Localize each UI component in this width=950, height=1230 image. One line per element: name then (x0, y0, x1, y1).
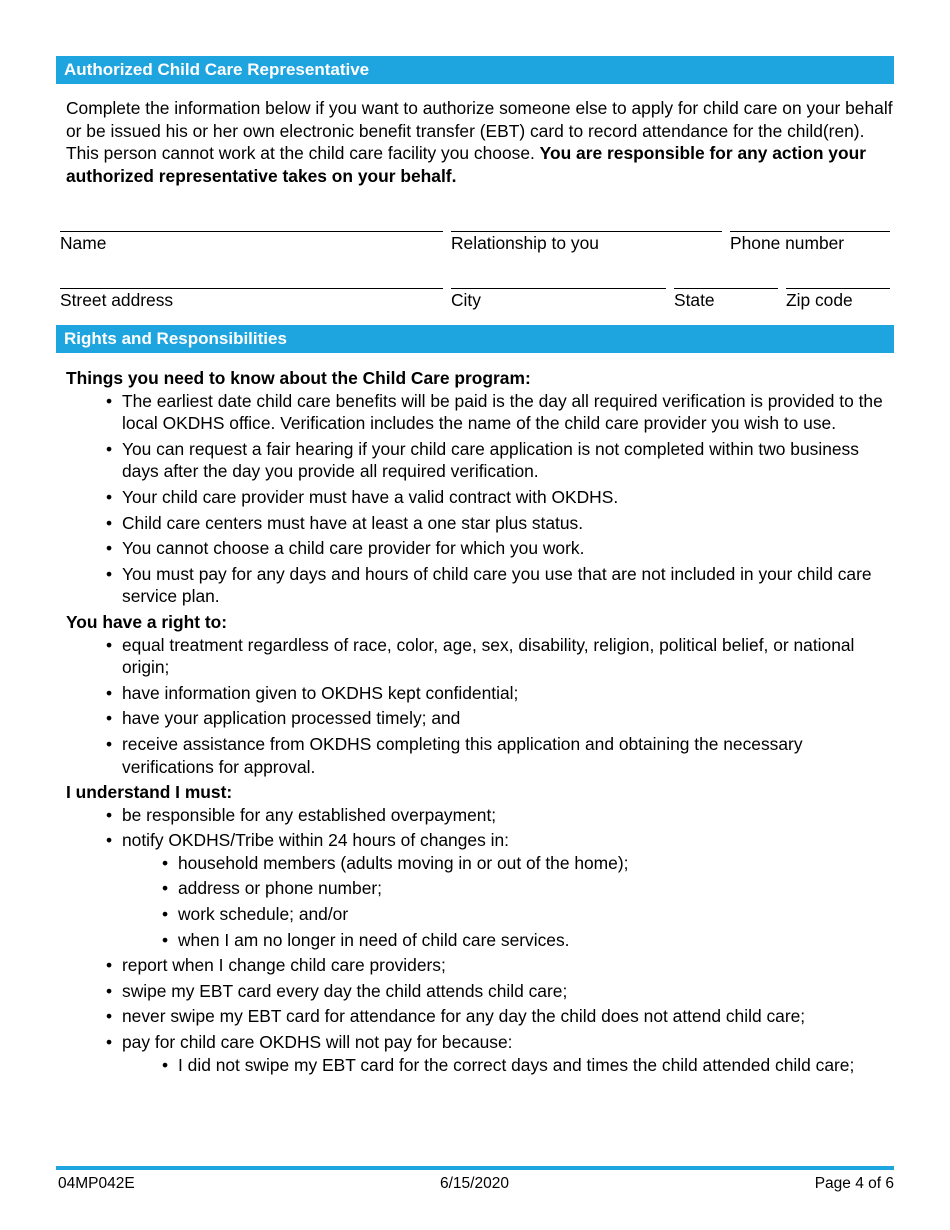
phone-field-label: Phone number (730, 233, 845, 253)
list-item: • equal treatment regardless of race, color, age, sex, disability, religion, political belief, or national origin; (122, 634, 896, 679)
page-number: Page 4 of 6 (814, 1175, 894, 1192)
rights-section (66, 367, 896, 1079)
list-item: • You cannot choose a child care provider for which you work. (122, 537, 896, 560)
right-heading: You have a right to: (66, 611, 228, 632)
must-heading: I understand I must: (66, 782, 233, 803)
list-item: • Your child care provider must have a valid contract with OKDHS. (122, 486, 896, 509)
list-item-text: pay for child care OKDHS will not pay for because: (122, 1032, 513, 1053)
list-item: • address or phone number; (178, 877, 896, 900)
list-item: • work schedule; and/or (178, 903, 896, 926)
list-item-text: notify OKDHS/Tribe within 24 hours of changes in: (122, 830, 509, 851)
list-item: • be responsible for any established overpayment; (122, 804, 896, 827)
list-item-pay (122, 1031, 896, 1076)
name-field-label: Name (60, 233, 107, 253)
list-item: • report when I change child care providers; (122, 954, 896, 977)
list-item: • I did not swipe my EBT card for the correct days and times the child attended child care; (178, 1054, 896, 1077)
footer-date: 6/15/2020 (440, 1175, 509, 1192)
know-heading: Things you need to know about the Child Care program: (66, 368, 531, 388)
intro-bold-text: You are responsible for any action your authorized representative takes on your behalf. (66, 143, 866, 186)
city-field[interactable] (451, 288, 666, 310)
list-item: • have information given to OKDHS kept confidential; (122, 682, 896, 705)
list-item: • have your application processed timely; and (122, 707, 896, 730)
list-item: • You must pay for any days and hours of child care you use that are not included in your child care service plan. (122, 563, 896, 608)
zip-code-label: Zip code (786, 290, 853, 310)
authorized-rep-intro (66, 97, 896, 187)
list-item: • household members (adults moving in or out of the home); (178, 852, 896, 875)
list-item: • receive assistance from OKDHS completing this application and obtaining the necessary verifications for approval. (122, 733, 896, 778)
must-list (66, 804, 896, 1077)
zip-code-field[interactable] (786, 288, 890, 310)
know-list (66, 390, 896, 608)
notify-sublist (122, 852, 896, 951)
footer-rule (56, 1166, 894, 1170)
state-field[interactable] (674, 288, 778, 310)
rights-header: Rights and Responsibilities (56, 325, 894, 353)
right-list (66, 634, 896, 779)
city-field-label: City (451, 290, 481, 310)
list-item-notify (122, 829, 896, 951)
street-address-label: Street address (60, 290, 174, 310)
relationship-field[interactable] (451, 231, 722, 253)
state-field-label: State (674, 290, 715, 310)
phone-field[interactable] (730, 231, 890, 253)
pay-sublist (122, 1054, 896, 1077)
name-field[interactable] (60, 231, 443, 253)
authorized-rep-header: Authorized Child Care Representative (56, 56, 894, 84)
relationship-field-label: Relationship to you (451, 233, 599, 253)
form-number: 04MP042E (58, 1175, 135, 1192)
list-item: • never swipe my EBT card for attendance for any day the child does not attend child care; (122, 1005, 896, 1028)
list-item: • swipe my EBT card every day the child attends child care; (122, 980, 896, 1003)
list-item: • You can request a fair hearing if your child care application is not completed within two business days after the day you provide all required verification. (122, 438, 896, 483)
list-item: • when I am no longer in need of child care services. (178, 929, 896, 952)
street-address-field[interactable] (60, 288, 443, 310)
list-item: • The earliest date child care benefits will be paid is the day all required verification is provided to the local OKDHS office. Verification includes the name of the child care provider you wish to use. (122, 390, 896, 435)
intro-text: Complete the information below if you want to authorize someone else to apply for child care on your behalf or be issued his or her own electronic benefit transfer (EBT) card to record attendance for the child(ren). This person cannot work at the child care facility you choose. (66, 98, 893, 164)
list-item: • Child care centers must have at least a one star plus status. (122, 512, 896, 535)
